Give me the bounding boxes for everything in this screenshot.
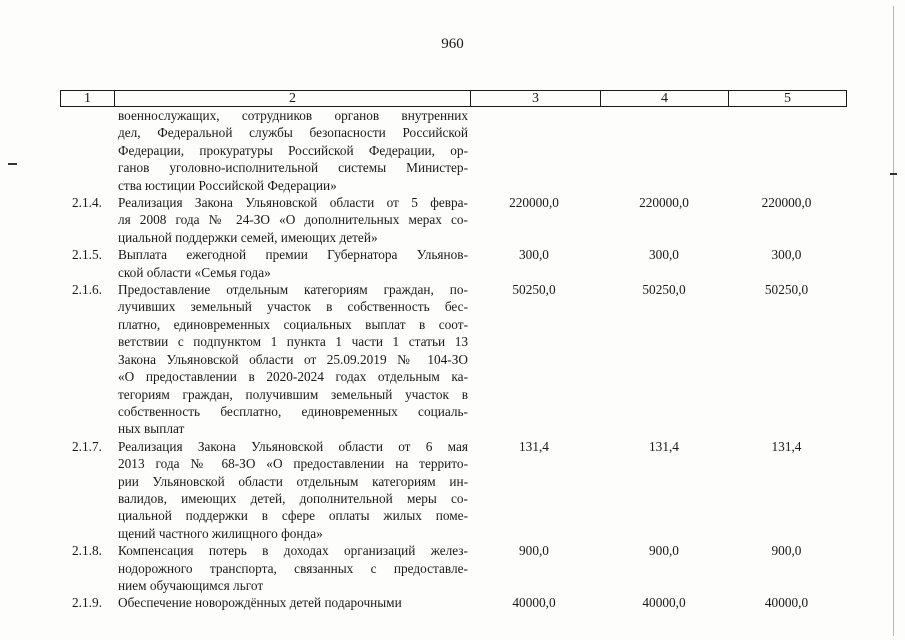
text-line: ской области «Семья года» — [118, 264, 271, 280]
row-description — [118, 107, 468, 194]
text-line: «О предоставлении в 2020-2024 годах отдельным ка- — [118, 369, 468, 385]
continuation-row — [60, 107, 847, 194]
value-cell: 131,4 — [519, 438, 549, 454]
value-cell: 131,4 — [649, 438, 679, 454]
text-line: циальной поддержки в сфере оплаты жилых поме- — [118, 508, 468, 524]
text-line: 2013 года № 68-ЗО «О предоставлении на террито- — [118, 456, 468, 472]
row-description — [118, 246, 468, 281]
value-cell: 50250,0 — [764, 282, 809, 298]
text-line: Реализация Закона Ульяновской области от 6 мая — [118, 438, 468, 454]
column-header: 1 — [61, 91, 115, 106]
column-header: 4 — [601, 91, 729, 106]
scan-mark-right — [890, 173, 897, 175]
row-number: 2.1.4. — [72, 195, 102, 211]
row-description — [118, 438, 468, 542]
value-cell: 131,4 — [771, 438, 802, 454]
page-edge-line — [893, 6, 894, 636]
table-row — [60, 194, 847, 246]
text-line: Федерации, прокуратуры Российской Федерации, ор- — [118, 142, 468, 158]
text-line: ных выплат — [118, 421, 185, 437]
row-number: 2.1.9. — [72, 595, 102, 611]
value-cell: 900,0 — [649, 543, 679, 559]
value-cell: 220000,0 — [761, 195, 812, 211]
text-line: нием обучающимся льгот — [118, 577, 264, 593]
page-number: 960 — [441, 36, 464, 52]
text-line: дел, Федеральной службы безопасности Российской — [118, 125, 468, 141]
row-number: 2.1.7. — [72, 438, 102, 454]
text-line: Компенсация потерь в доходах организаций желез- — [118, 543, 468, 559]
value-cell: 40000,0 — [512, 595, 556, 611]
value-cell: 300,0 — [649, 247, 679, 263]
text-line: ганов уголовно-исполнительной системы Министер- — [118, 160, 468, 176]
column-header: 2 — [115, 91, 471, 106]
text-line: нодорожного транспорта, связанных с предоставле- — [118, 560, 468, 576]
value-cell: 220000,0 — [509, 195, 559, 211]
table-body — [60, 107, 847, 612]
text-line: Реализация Закона Ульяновской области от 5 февра- — [118, 195, 468, 211]
text-line: Предоставление отдельным категориям граждан, по- — [118, 282, 468, 298]
text-line: Выплата ежегодной премии Губернатора Ульянов- — [118, 247, 468, 263]
row-number: 2.1.6. — [72, 282, 102, 298]
text-line: щений частного жилищного фонда» — [118, 525, 323, 541]
text-line: ля 2008 года № 24-ЗО «О дополнительных мерах со- — [118, 212, 468, 228]
value-cell: 50250,0 — [642, 282, 686, 298]
row-description — [118, 194, 468, 246]
text-line: циальной поддержки семей, имеющих детей» — [118, 229, 378, 245]
column-header: 5 — [784, 91, 791, 106]
value-cell: 40000,0 — [764, 595, 809, 611]
table-row — [60, 594, 847, 611]
text-line: собственность бесплатно, единовременных социаль- — [118, 403, 468, 419]
row-number — [60, 107, 114, 194]
value-cell: 220000,0 — [639, 195, 689, 211]
table-row — [60, 542, 847, 594]
value-cell: 300,0 — [771, 247, 802, 263]
text-line: Закона Ульяновской области от 25.09.2019 № 104-ЗО — [118, 351, 468, 367]
text-line: лучивших земельный участок в собственность бес- — [118, 299, 468, 315]
value-cell: 40000,0 — [642, 595, 686, 611]
text-line: тегориям граждан, получившим земельный участок в — [118, 386, 468, 402]
text-line: валидов, имеющих детей, дополнительной меры со- — [118, 490, 468, 506]
table-row — [60, 246, 847, 281]
table-row — [60, 281, 847, 438]
row-number: 2.1.8. — [72, 543, 102, 559]
text-line: платно, единовременных социальных выплат в соот- — [118, 316, 468, 332]
row-description — [118, 281, 468, 438]
text-line: ства юстиции Российской Федерации» — [118, 177, 337, 193]
text-line: Обеспечение новорождённых детей подарочными — [118, 595, 402, 611]
scan-mark-left — [8, 163, 17, 165]
table-row — [60, 438, 847, 542]
table-header-row — [60, 90, 847, 107]
text-line: рии Ульяновской области отдельным категориям ин- — [118, 473, 468, 489]
row-number: 2.1.5. — [72, 247, 102, 263]
row-description — [118, 542, 468, 594]
value-cell: 900,0 — [771, 543, 802, 559]
value-cell: 300,0 — [519, 247, 549, 263]
text-line: ветствии с подпунктом 1 пункта 1 части 1 статьи 13 — [118, 334, 468, 350]
text-line: военнослужащих, сотрудников органов внутренних — [118, 108, 468, 123]
row-description — [118, 594, 468, 611]
value-cell: 50250,0 — [512, 282, 556, 298]
column-header: 3 — [471, 91, 601, 106]
value-cell: 900,0 — [519, 543, 549, 559]
